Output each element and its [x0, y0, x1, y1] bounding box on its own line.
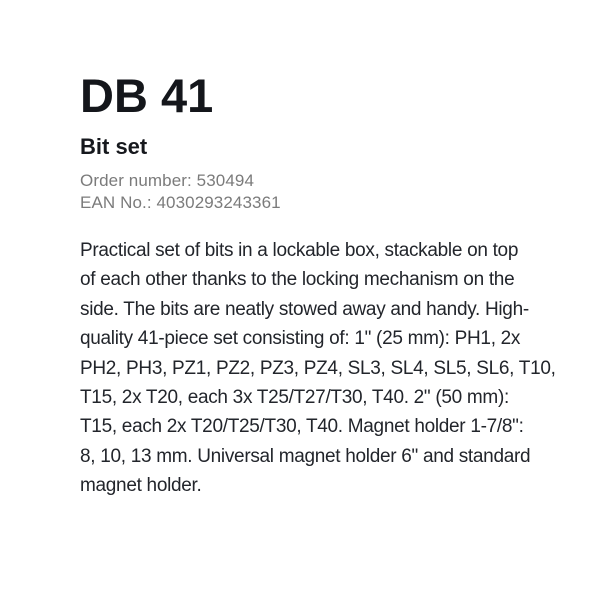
order-number-value: 530494	[196, 171, 254, 190]
ean-number-value: 4030293243361	[156, 192, 281, 212]
description-line: Practical set of bits in a lockable box, stackable on top	[80, 240, 519, 261]
ean-number-label: EAN No.:	[80, 192, 152, 212]
description-line: quality 41-piece set consisting of: 1" (25 mm): PH1, 2x	[80, 328, 521, 350]
description-line: T15, each 2x T20/T25/T30, T40. Magnet holder 1-7/8":	[80, 416, 524, 438]
product-meta	[80, 170, 281, 213]
product-description	[80, 236, 556, 501]
product-model-title: DB 41	[80, 69, 214, 122]
description-line: side. The bits are neatly stowed away and handy. High-	[80, 298, 529, 320]
product-name-subtitle: Bit set	[80, 134, 148, 159]
description-line: magnet holder.	[80, 475, 202, 497]
description-line: T15, 2x T20, each 3x T25/T27/T30, T40. 2" (50 mm):	[80, 387, 509, 409]
order-number-label: Order number:	[80, 171, 192, 190]
description-line: PH2, PH3, PZ1, PZ2, PZ3, PZ4, SL3, SL4, SL5, SL6, T10,	[80, 357, 556, 379]
description-line: 8, 10, 13 mm. Universal magnet holder 6" and standard	[80, 445, 531, 467]
description-line: of each other thanks to the locking mechanism on the	[80, 269, 515, 291]
ean-number-line	[80, 192, 281, 214]
order-number-line	[80, 170, 281, 192]
